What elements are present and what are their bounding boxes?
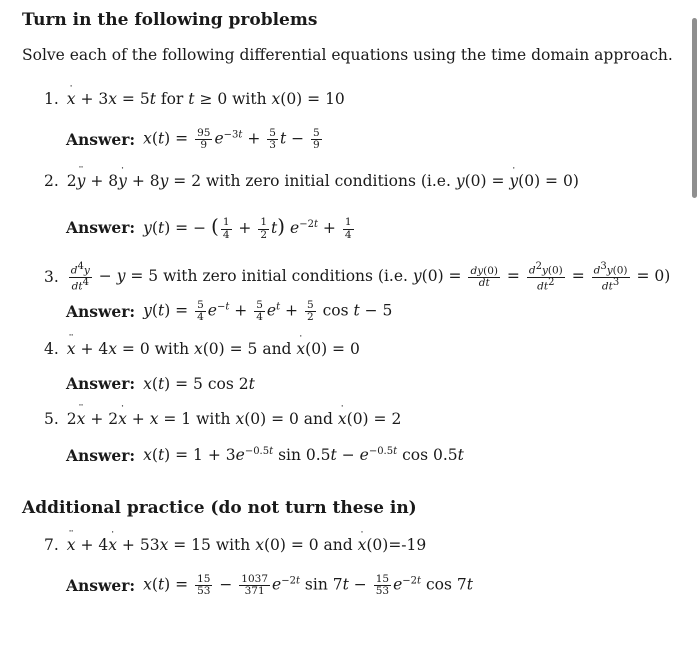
heading-additional-practice: Additional practice (do not turn these in): [22, 498, 417, 518]
problem-number: 4.: [44, 340, 59, 358]
answer-expression: x(t) = 5 cos 2t: [143, 374, 255, 393]
equation: x ¨ + 4x = 0 with x(0) = 5 and x ˙(0) = 0: [67, 340, 360, 358]
problem-1: [44, 90, 345, 108]
answer-label: Answer:: [66, 446, 136, 465]
problem-number: 1.: [44, 90, 59, 108]
scrollbar-thumb[interactable]: [692, 18, 697, 198]
answer-expression: x(t) = $\frac{95}{9}$ $e^{-3t}$ + $\frac{5}{3}$ t − $\frac{5}{9}$: [143, 127, 320, 152]
problem-number: 2.: [44, 172, 59, 190]
problem-number: 3.: [44, 268, 59, 287]
equation: x ¨ + 4x ˙ + 53x = 15 with x(0) = 0 and x ˙(0)=-19: [67, 536, 426, 554]
equation: $\frac{d^4y}{dt^4}$ − y = 5 with zero initial conditions (i.e. y(0) = $\frac{dy(0)}{dt}$ = $\frac{d^2y(0)}{dt^2}$ = $\frac{d^3y(0)}{dt^3}$ = 0): [70, 261, 671, 293]
scrollbar[interactable]: [690, 0, 700, 650]
heading-turn-in: Turn in the following problems: [22, 10, 318, 30]
answer-label: Answer:: [66, 302, 136, 322]
answer-expression: y(t) = $\frac{5}{4}$ $e^{-t}$ + $\frac{5}{4}$ $e^t$ + $\frac{5}{2}$ cos t − 5: [143, 299, 393, 324]
answer-label: Answer:: [66, 576, 136, 596]
problem-2: [44, 172, 579, 190]
equation: x ˙ + 3x = 5t for t ≥ 0 with x(0) = 10: [67, 90, 345, 108]
answer-3: [66, 300, 392, 323]
answer-expression: x(t) = $\frac{15}{53}$ − $\frac{1037}{371}$ $e^{-2t}$ sin 7t − $\frac{15}{53}$ $e^{-2t}$ cos 7t: [143, 573, 473, 598]
answer-label: Answer:: [66, 374, 136, 393]
answer-5: [66, 446, 464, 465]
answer-7: [66, 574, 473, 597]
answer-label: Answer:: [66, 217, 136, 237]
equation: 2y ¨ + 8y ˙ + 8y = 2 with zero initial conditions (i.e. y(0) = y ˙(0) = 0): [67, 172, 579, 190]
answer-1: [66, 128, 324, 151]
problem-number: 7.: [44, 536, 59, 554]
problem-4: [44, 340, 360, 358]
problem-3: [44, 262, 670, 292]
intro-text: Solve each of the following differential equations using the time domain approach.: [22, 46, 673, 64]
answer-expression: $x(t) = 1 + 3e^{-0.5t}$ $\sin 0.5t - e^{-0.5t}$ cos 0.5t: [143, 446, 464, 465]
problem-7: [44, 536, 426, 554]
equation: 2x ¨ + 2x ˙ + x = 1 with x(0) = 0 and x ˙(0) = 2: [67, 410, 402, 428]
problem-5: [44, 410, 401, 428]
answer-4: [66, 374, 255, 393]
answer-2: [66, 214, 356, 241]
problem-number: 5.: [44, 410, 59, 428]
answer-label: Answer:: [66, 130, 136, 150]
answer-expression: y(t) = − ( $\frac{1}{4}$ + $\frac{1}{2}$ t) $e^{-2t}$ + $\frac{1}{4}$: [143, 214, 352, 241]
